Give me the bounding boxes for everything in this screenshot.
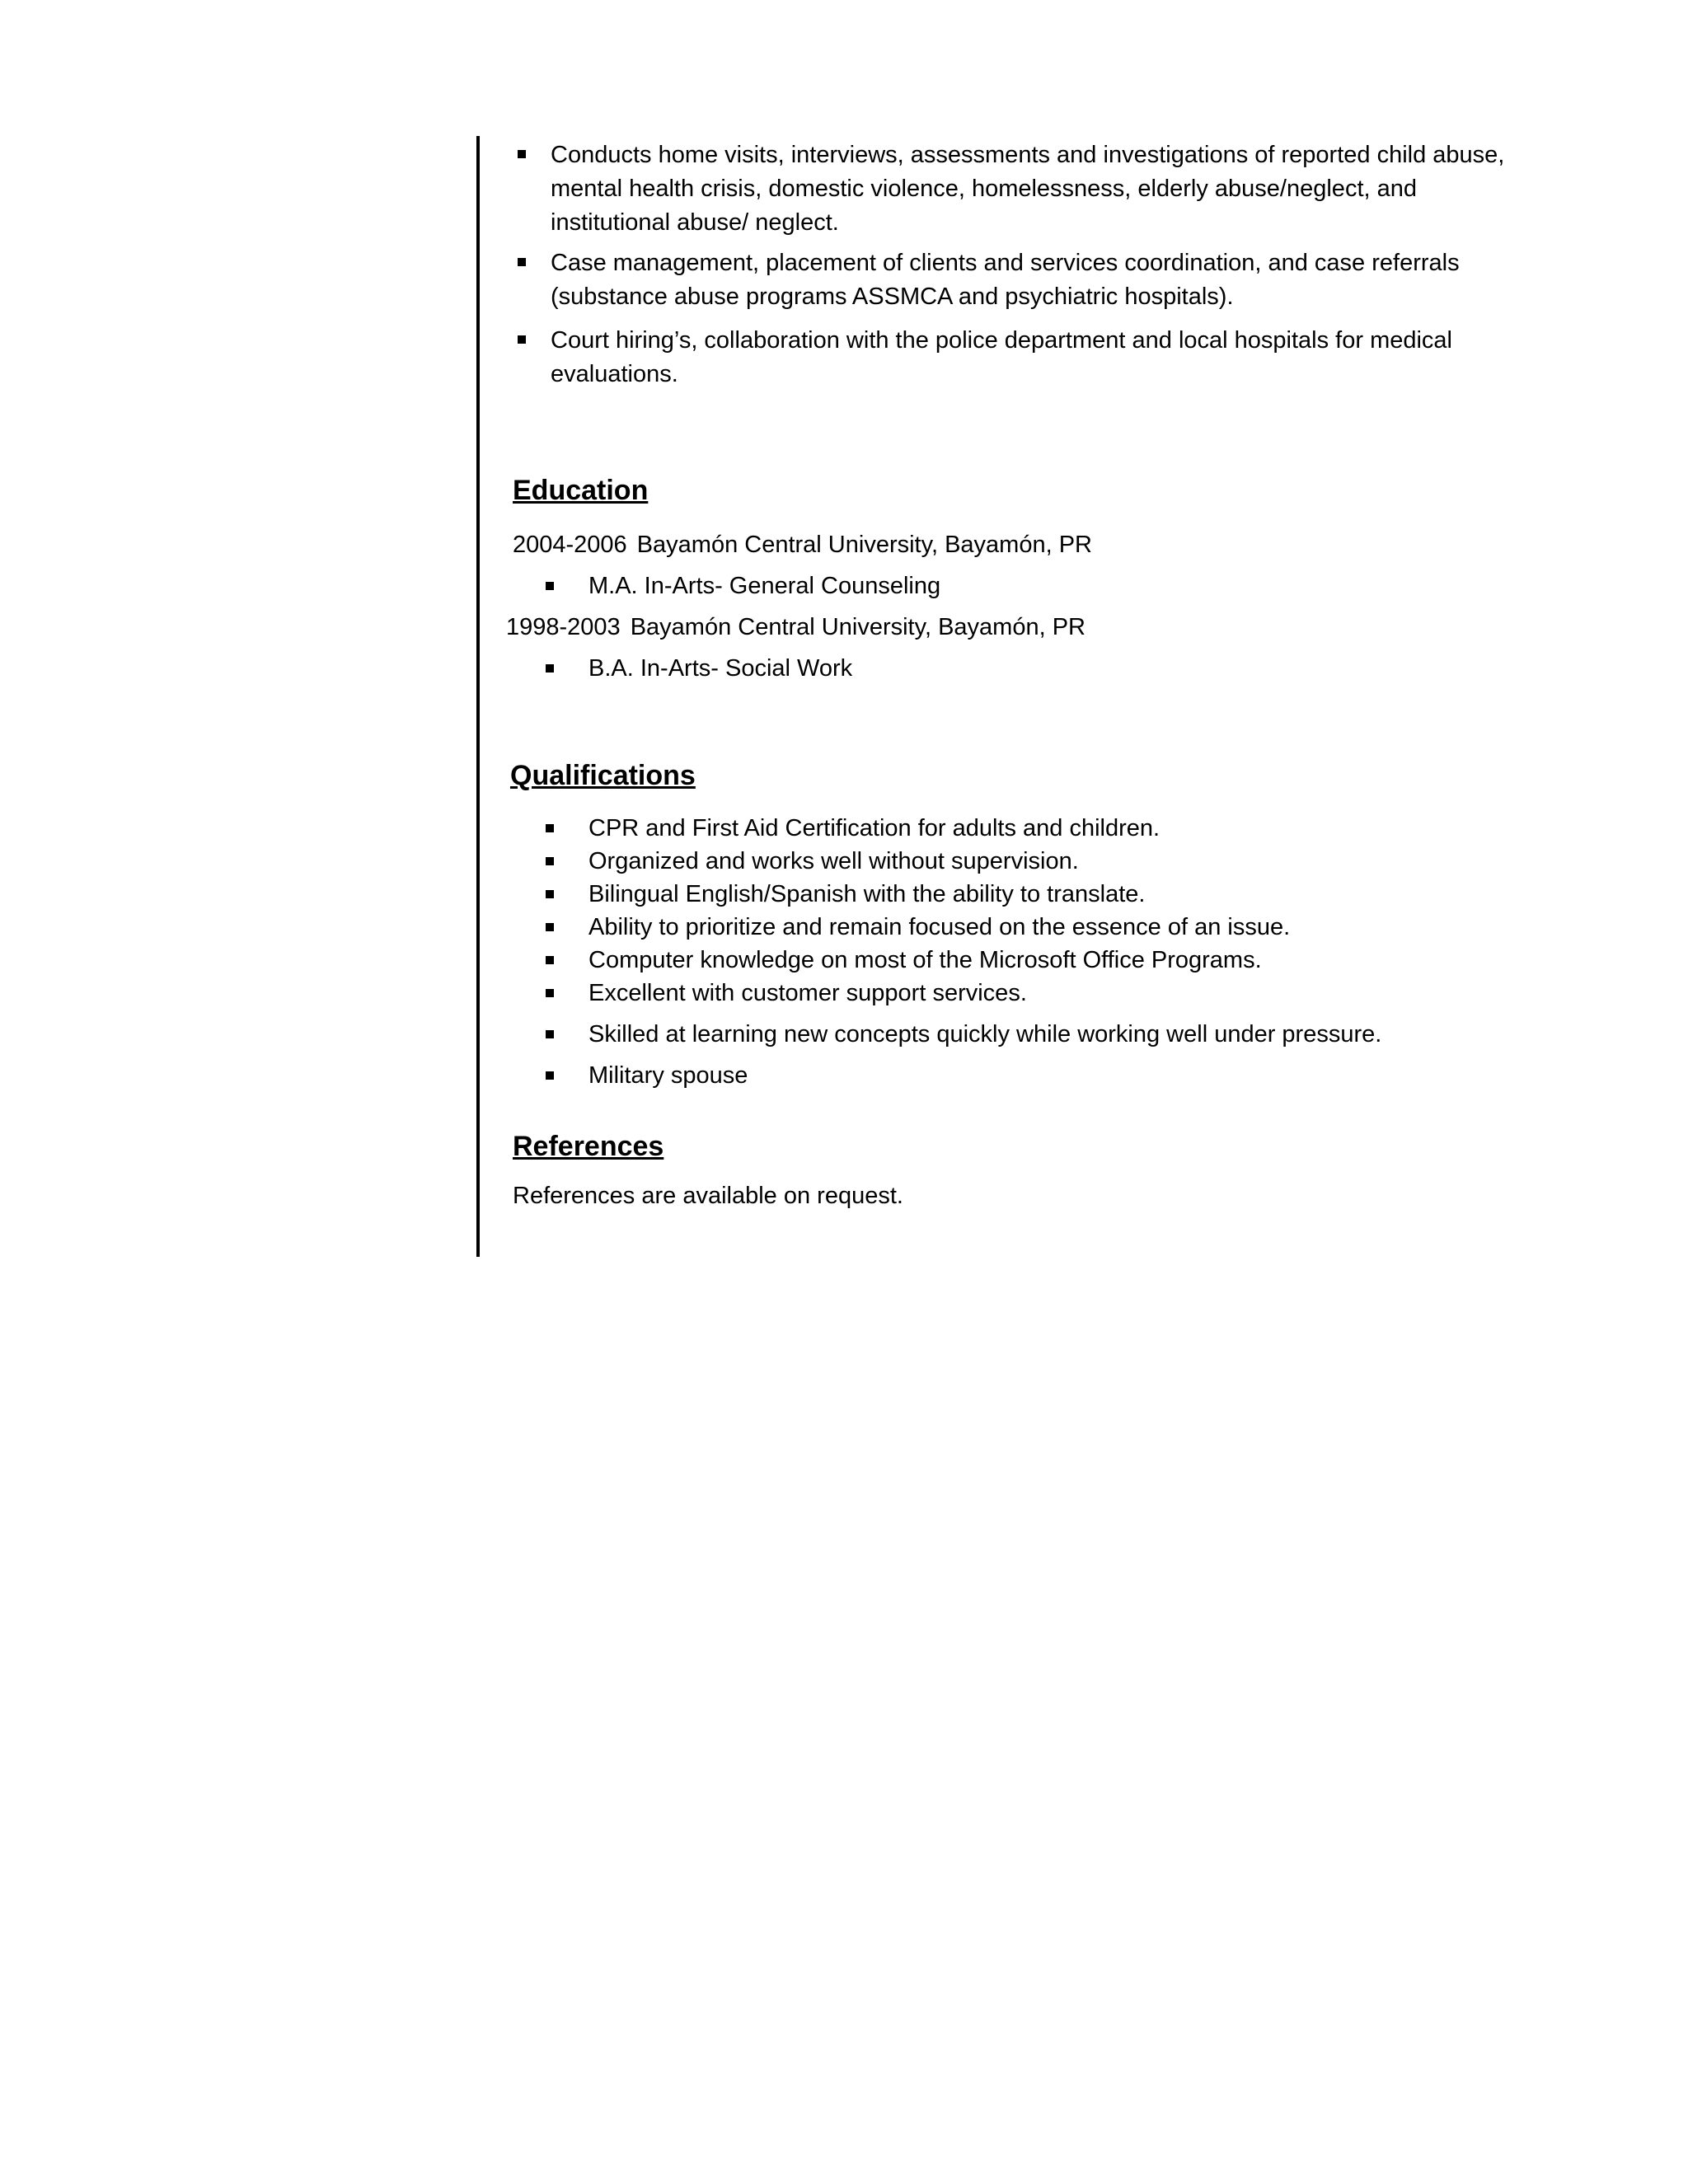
qualification-text: Bilingual English/Spanish with the ability to translate.: [588, 881, 1146, 907]
square-bullet-icon: [546, 923, 554, 931]
experience-bullet-text: Conducts home visits, interviews, assessments and investigations of reported child abuse, mental health crisis, domestic violence, homelessness, elderly abuse/neglect, and institutional abuse/ neglect.: [551, 142, 1505, 236]
experience-bullet-text: Case management, placement of clients and services coordination, and case referrals (substance abuse programs ASSMCA and psychiatric hospitals).: [551, 250, 1460, 310]
square-bullet-icon: [546, 857, 554, 865]
square-bullet-icon: [518, 150, 526, 158]
list-item: [513, 246, 1518, 314]
square-bullet-icon: [518, 258, 526, 266]
vertical-rule: [476, 136, 480, 1257]
references-heading: References: [513, 1131, 664, 1162]
qualification-text: Skilled at learning new concepts quickly while working well under pressure.: [588, 1021, 1382, 1047]
education-heading: Education: [513, 475, 649, 506]
qualifications-list: [513, 812, 1518, 1092]
resume-content: [506, 138, 1518, 1212]
list-item: [513, 845, 1518, 878]
education-years: 2004-2006: [513, 532, 627, 558]
education-school: Bayamón Central University, Bayamón, PR: [636, 532, 1092, 558]
square-bullet-icon: [546, 989, 554, 997]
square-bullet-icon: [546, 664, 554, 673]
list-item: [513, 944, 1518, 977]
list-item: [513, 812, 1518, 845]
education-degree: B.A. In-Arts- Social Work: [588, 655, 853, 682]
list-item: [513, 138, 1518, 240]
square-bullet-icon: [546, 1071, 554, 1080]
list-item: [513, 652, 1518, 685]
education-degree: M.A. In-Arts- General Counseling: [588, 573, 941, 599]
qualification-text: Ability to prioritize and remain focused on the essence of an issue.: [588, 914, 1291, 940]
list-item: [513, 324, 1518, 391]
education-school: Bayamón Central University, Bayamón, PR: [630, 614, 1085, 640]
education-entry: [506, 611, 1518, 644]
qualification-text: Computer knowledge on most of the Microsoft Office Programs.: [588, 947, 1262, 973]
list-item: [513, 1059, 1518, 1092]
experience-bullet-list: [513, 138, 1518, 391]
square-bullet-icon: [546, 824, 554, 832]
list-item: [513, 1018, 1518, 1051]
education-years: 1998-2003: [506, 614, 621, 640]
square-bullet-icon: [546, 956, 554, 964]
qualification-text: CPR and First Aid Certification for adults and children.: [588, 815, 1160, 841]
qualification-text: Military spouse: [588, 1062, 748, 1089]
list-item: [513, 977, 1518, 1010]
square-bullet-icon: [518, 335, 526, 344]
qualifications-heading: Qualifications: [510, 760, 696, 791]
square-bullet-icon: [546, 1030, 554, 1038]
qualification-text: Excellent with customer support services.: [588, 980, 1027, 1006]
qualification-text: Organized and works well without supervision.: [588, 848, 1079, 874]
list-item: [513, 569, 1518, 602]
list-item: [513, 911, 1518, 944]
square-bullet-icon: [546, 890, 554, 898]
list-item: [513, 878, 1518, 911]
experience-bullet-text: Court hiring’s, collaboration with the police department and local hospitals for medical evaluations.: [551, 327, 1452, 387]
education-entry: [513, 528, 1518, 561]
references-text: References are available on request.: [513, 1183, 903, 1209]
education-section: [506, 528, 1518, 685]
square-bullet-icon: [546, 582, 554, 590]
